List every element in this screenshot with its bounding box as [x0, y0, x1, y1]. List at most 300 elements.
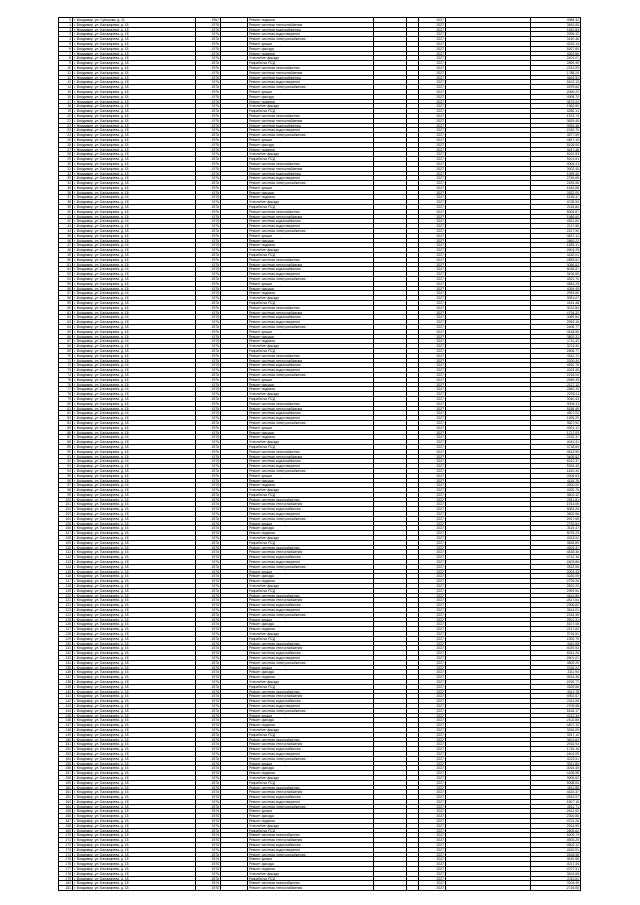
plan-year-cell: 2027 — [419, 857, 446, 862]
work-type-cell: Ремонт системы водоотведения — [248, 560, 374, 565]
work-type-cell: Ремонт системы электроснабжения — [248, 325, 374, 330]
row-id-cell: 46 — [59, 239, 73, 244]
row-id-cell: 53 — [59, 272, 73, 277]
address-cell: г. Владимир, ул. Балакирева, д. 18 — [73, 541, 196, 546]
address-cell: г. Владимир, ул. Балакирева, д. 18 — [73, 200, 196, 205]
address-cell: г. Владимир, ул. Балакирева, д. 18 — [73, 210, 196, 215]
year-cell: 1976 — [196, 387, 221, 392]
plan-year-cell: 2027 — [419, 157, 446, 162]
amount-cell: 4151,48 — [531, 301, 581, 306]
work-type-cell: Ремонт системы водоотведения — [248, 320, 374, 325]
address-cell: г. Владимир, ул. Балакирева, д. 18 — [73, 296, 196, 301]
address-cell: г. Владимир, ул. Балакирева, д. 18 — [73, 119, 196, 124]
amount-cell: 2501,31 — [531, 618, 581, 623]
amount-cell: 5005,87 — [531, 210, 581, 215]
year-cell: 1976 — [196, 392, 221, 397]
row-id-cell: 18 — [59, 104, 73, 109]
row-id-cell: 130 — [59, 642, 73, 647]
work-type-cell: Ремонт подвала — [248, 627, 374, 632]
amount-cell: 3066,62 — [531, 263, 581, 268]
plan-year-cell: 2027 — [419, 877, 446, 882]
address-cell: г. Владимир, ул. Балакирева, д. 18 — [73, 282, 196, 287]
plan-year-cell: 2027 — [419, 733, 446, 738]
plan-year-cell: 2027 — [419, 71, 446, 76]
year-cell: 1976 — [196, 790, 221, 795]
row-id-cell: 23 — [59, 128, 73, 133]
plan-year-cell: 2027 — [419, 152, 446, 157]
work-type-cell: Разработка ПСД — [248, 589, 374, 594]
amount-cell: 5036,87 — [531, 267, 581, 272]
work-type-cell: Ремонт крыши — [248, 90, 374, 95]
plan-year-cell: 2027 — [419, 23, 446, 28]
amount-cell: 2215,04 — [531, 373, 581, 378]
plan-year-cell: 2027 — [419, 445, 446, 450]
row-id-cell: 164 — [59, 805, 73, 810]
row-id-cell: 154 — [59, 757, 73, 762]
plan-year-cell: 2027 — [419, 675, 446, 680]
work-type-cell: Ремонт подвала — [248, 387, 374, 392]
amount-cell: 2111,81 — [531, 877, 581, 882]
address-cell: г. Владимир, ул. Балакирева, д. 18 — [73, 47, 196, 52]
plan-year-cell: 2027 — [419, 656, 446, 661]
amount-cell: 2315,49 — [531, 613, 581, 618]
plan-year-cell: 2027 — [419, 229, 446, 234]
year-cell: 1976 — [196, 124, 221, 129]
address-cell: г. Владимир, ул. Балакирева, д. 18 — [73, 95, 196, 100]
plan-year-cell: 2027 — [419, 579, 446, 584]
row-id-cell: 115 — [59, 570, 73, 575]
plan-year-cell: 2027 — [419, 685, 446, 690]
work-type-cell: Разработка ПСД — [248, 493, 374, 498]
work-type-cell: Разработка ПСД — [248, 349, 374, 354]
work-type-cell: Разработка ПСД — [248, 253, 374, 258]
year-cell: 1976 — [196, 287, 221, 292]
address-cell: г. Владимир, ул. Балакирева, д. 18 — [73, 61, 196, 66]
address-cell: г. Владимир, ул. Балакирева, д. 18 — [73, 570, 196, 575]
row-id-cell: 108 — [59, 536, 73, 541]
row-id-cell: 92 — [59, 459, 73, 464]
work-type-cell: Ремонт системы газоснабжения — [248, 402, 374, 407]
amount-cell: 4520,75 — [531, 363, 581, 368]
amount-cell: 1962,80 — [531, 104, 581, 109]
plan-year-cell: 2027 — [419, 814, 446, 819]
plan-year-cell: 2027 — [419, 718, 446, 723]
work-type-cell: Ремонт системы теплоснабжения — [248, 23, 374, 28]
plan-year-cell: 2027 — [419, 752, 446, 757]
row-id-cell: 138 — [59, 680, 73, 685]
plan-year-cell: 2027 — [419, 790, 446, 795]
amount-cell: 3906,92 — [531, 776, 581, 781]
address-cell: г. Владимир, ул. Балакирева, д. 18 — [73, 646, 196, 651]
amount-cell: 2212,00 — [531, 66, 581, 71]
row-id-cell: 151 — [59, 742, 73, 747]
amount-cell: 3405,52 — [531, 455, 581, 460]
plan-year-cell: 2027 — [419, 632, 446, 637]
plan-year-cell: 2027 — [419, 234, 446, 239]
amount-cell: 2715,05 — [531, 886, 581, 891]
address-cell: г. Владимир, ул. Балакирева, д. 18 — [73, 517, 196, 522]
amount-cell: 1807,15 — [531, 800, 581, 805]
year-cell: 1976 — [196, 541, 221, 546]
year2-cell — [221, 886, 248, 891]
amount-cell: 3463,05 — [531, 23, 581, 28]
work-type-cell: Ремонт крыши — [248, 138, 374, 143]
work-type-cell: Ремонт системы теплоснабжения — [248, 646, 374, 651]
work-type-cell: Ремонт подвала — [248, 771, 374, 776]
row-id-cell: 50 — [59, 258, 73, 263]
row-id-cell: 131 — [59, 646, 73, 651]
row-id-cell: 97 — [59, 483, 73, 488]
amount-cell: 4507,02 — [531, 411, 581, 416]
plan-year-cell: 2027 — [419, 531, 446, 536]
plan-year-cell: 2027 — [419, 747, 446, 752]
address-cell: г. Владимир, ул. Балакирева, д. 18 — [73, 66, 196, 71]
amount-cell: 2822,20 — [531, 584, 581, 589]
work-type-cell: Ремонт подвала — [248, 675, 374, 680]
work-type-cell: Ремонт фасада — [248, 766, 374, 771]
address-cell: г. Владимир, ул. Балакирева, д. 18 — [73, 699, 196, 704]
work-type-cell: Ремонт крыши — [248, 570, 374, 575]
amount-cell: 4712,16 — [531, 555, 581, 560]
amount-cell: 3625,89 — [531, 541, 581, 546]
year-cell: 1976 — [196, 66, 221, 71]
address-cell: г. Владимир, ул. Балакирева, д. 18 — [73, 181, 196, 186]
amount-cell: 3306,63 — [531, 474, 581, 479]
row-id-cell: 13 — [59, 80, 73, 85]
amount-cell: 2219,77 — [531, 680, 581, 685]
row-id-cell: 90 — [59, 450, 73, 455]
address-cell: г. Владимир, ул. Балакирева, д. 18 — [73, 742, 196, 747]
amount-cell: 3993,38 — [531, 124, 581, 129]
amount-cell: 3802,31 — [531, 335, 581, 340]
work-type-cell: Утепление фасада — [248, 152, 374, 157]
year-cell: 1976 — [196, 690, 221, 695]
row-id-cell: 172 — [59, 843, 73, 848]
row-id-cell: 162 — [59, 795, 73, 800]
year-cell: 1976 — [196, 229, 221, 234]
work-type-cell: Ремонт системы теплоснабжения — [248, 71, 374, 76]
address-cell: г. Владимир, ул. Балакирева, д. 18 — [73, 483, 196, 488]
work-type-cell: Ремонт системы газоснабжения — [248, 594, 374, 599]
address-cell: г. Владимир, ул. Балакирева, д. 18 — [73, 522, 196, 527]
year-cell: 1976 — [196, 195, 221, 200]
work-type-cell: Ремонт крыши — [248, 426, 374, 431]
work-type-cell: Ремонт фасада — [248, 383, 374, 388]
address-cell: г. Владимир, ул. Балакирева, д. 18 — [73, 718, 196, 723]
plan-year-cell: 2027 — [419, 42, 446, 47]
plan-year-cell: 2027 — [419, 786, 446, 791]
year-cell: 1976 — [196, 152, 221, 157]
amount-cell: 2522,00 — [531, 191, 581, 196]
address-cell: г. Владимир, ул. Балакирева, д. 18 — [73, 459, 196, 464]
work-type-cell: Утепление фасада — [248, 872, 374, 877]
year-cell: 1976 — [196, 469, 221, 474]
plan-year-cell: 2027 — [419, 339, 446, 344]
year-cell: 1976 — [196, 234, 221, 239]
row-id-cell: 34 — [59, 181, 73, 186]
address-cell: г. Владимир, ул. Балакирева, д. 18 — [73, 502, 196, 507]
row-id-cell: 66 — [59, 335, 73, 340]
amount-cell: 4424,37 — [531, 790, 581, 795]
plan-year-cell: 2027 — [419, 550, 446, 555]
amount-cell: 3302,66 — [531, 52, 581, 57]
amount-cell: 3624,65 — [531, 872, 581, 877]
row-id-cell: 49 — [59, 253, 73, 258]
plan-year-cell: 2027 — [419, 52, 446, 57]
work-type-cell: Ремонт крыши — [248, 234, 374, 239]
row-id-cell: 139 — [59, 685, 73, 690]
address-cell: г. Владимир, ул. Балакирева, д. 18 — [73, 560, 196, 565]
year-cell: 1976 — [196, 411, 221, 416]
amount-cell: 3418,50 — [531, 330, 581, 335]
plan-year-cell: 2027 — [419, 287, 446, 292]
year-cell: 1976 — [196, 421, 221, 426]
year-cell: 1976 — [196, 666, 221, 671]
address-cell: г. Владимир, ул. Балакирева, д. 18 — [73, 723, 196, 728]
address-cell: г. Владимир, ул. Балакирева, д. 18 — [73, 728, 196, 733]
row-id-cell: 81 — [59, 407, 73, 412]
amount-cell: 2601,01 — [531, 656, 581, 661]
year-cell: 1976 — [196, 100, 221, 105]
year-cell: 1976 — [196, 627, 221, 632]
work-type-cell: Ремонт системы газоснабжения — [248, 498, 374, 503]
address-cell: г. Владимир, ул. Балакирева, д. 18 — [73, 311, 196, 316]
address-cell: г. Владимир, ул. Балакирева, д. 18 — [73, 378, 196, 383]
row-id-cell: 77 — [59, 387, 73, 392]
address-cell: г. Владимир, ул. Балакирева, д. 18 — [73, 651, 196, 656]
address-cell: г. Владимир, ул. Балакирева, д. 18 — [73, 219, 196, 224]
plan-year-cell: 2027 — [419, 296, 446, 301]
work-type-cell: Ремонт системы водоснабжения — [248, 172, 374, 177]
year-cell: 1976 — [196, 215, 221, 220]
address-cell: г. Владимир, ул. Балакирева, д. 18 — [73, 848, 196, 853]
plan-year-cell: 2027 — [419, 757, 446, 762]
year-cell: 1976 — [196, 354, 221, 359]
amount-cell: 3716,91 — [531, 632, 581, 637]
year-cell: 1976 — [196, 368, 221, 373]
plan-year-cell: 2027 — [419, 646, 446, 651]
row-id-cell: 140 — [59, 690, 73, 695]
plan-year-cell: 2027 — [419, 488, 446, 493]
row-id-cell: 60 — [59, 306, 73, 311]
year-cell: 1976 — [196, 128, 221, 133]
plan-year-cell: 2027 — [419, 584, 446, 589]
plan-year-cell: 2027 — [419, 368, 446, 373]
plan-year-cell: 2027 — [419, 848, 446, 853]
plan-year-cell: 2027 — [419, 469, 446, 474]
address-cell: г. Владимир, ул. Балакирева, д. 18 — [73, 392, 196, 397]
amount-cell: 5254,45 — [531, 464, 581, 469]
amount-cell: 2493,55 — [531, 181, 581, 186]
plan-year-cell: 2027 — [419, 704, 446, 709]
row-id-cell: 102 — [59, 507, 73, 512]
year-cell: 1976 — [196, 565, 221, 570]
address-cell: г. Владимир, ул. Балакирева, д. 18 — [73, 191, 196, 196]
row-id-cell: 16 — [59, 95, 73, 100]
year-cell: 1976 — [196, 162, 221, 167]
plan-year-cell: 2027 — [419, 124, 446, 129]
work-type-cell: Ремонт подвала — [248, 243, 374, 248]
year-cell: 1976 — [196, 267, 221, 272]
row-id-cell: 132 — [59, 651, 73, 656]
amount-cell: 2403,86 — [531, 560, 581, 565]
row-id-cell: 89 — [59, 445, 73, 450]
row-id-cell: 137 — [59, 675, 73, 680]
plan-year-cell: 2027 — [419, 56, 446, 61]
work-type-cell: Утепление фасада — [248, 632, 374, 637]
year-cell: 1976 — [196, 680, 221, 685]
plan-year-cell: 2027 — [419, 315, 446, 320]
row-id-cell: 118 — [59, 584, 73, 589]
year-cell: 1976 — [196, 186, 221, 191]
amount-cell: 5105,00 — [531, 143, 581, 148]
amount-cell: 3602,56 — [531, 512, 581, 517]
amount-cell: 2709,26 — [531, 579, 581, 584]
amount-cell: 4011,88 — [531, 786, 581, 791]
year-cell: 1976 — [196, 76, 221, 81]
row-id-cell: 133 — [59, 656, 73, 661]
address-cell: г. Владимир, ул. Балакирева, д. 18 — [73, 176, 196, 181]
plan-year-cell: 2027 — [419, 104, 446, 109]
year-cell: 1976 — [196, 747, 221, 752]
row-id-cell: 116 — [59, 574, 73, 579]
address-cell: г. Владимир, ул. Балакирева, д. 18 — [73, 402, 196, 407]
address-cell: г. Владимир, ул. Балакирева, д. 18 — [73, 162, 196, 167]
plan-year-cell: 2027 — [419, 608, 446, 613]
work-type-cell: Ремонт системы водоотведения — [248, 368, 374, 373]
work-type-cell: Ремонт системы газоснабжения — [248, 162, 374, 167]
work-type-cell: Ремонт системы теплоснабжения — [248, 407, 374, 412]
row-id-cell: 33 — [59, 176, 73, 181]
plan-year-cell: 2027 — [419, 200, 446, 205]
plan-year-cell: 2027 — [419, 680, 446, 685]
row-id-cell: 31 — [59, 167, 73, 172]
year-cell: 1976 — [196, 435, 221, 440]
year-cell: 1976 — [196, 378, 221, 383]
work-type-cell: Ремонт системы газоснабжения — [248, 210, 374, 215]
address-cell: г. Владимир, ул. Балакирева, д. 18 — [73, 157, 196, 162]
plan-year-cell: 2027 — [419, 407, 446, 412]
address-cell: г. Владимир, ул. Балакирева, д. 18 — [73, 23, 196, 28]
address-cell: г. Владимир, ул. Балакирева, д. 18 — [73, 584, 196, 589]
amount-cell: 2116,82 — [531, 205, 581, 210]
work-type-cell: Ремонт системы газоснабжения — [248, 642, 374, 647]
year-cell: 1976 — [196, 752, 221, 757]
plan-year-cell: 2027 — [419, 781, 446, 786]
address-cell: г. Владимир, ул. Балакирева, д. 18 — [73, 80, 196, 85]
amount-cell: 2511,81 — [531, 498, 581, 503]
address-cell: г. Владимир, ул. Балакирева, д. 18 — [73, 627, 196, 632]
work-type-cell: Ремонт системы водоснабжения — [248, 699, 374, 704]
year-cell: 1976 — [196, 402, 221, 407]
year-cell: 1976 — [196, 248, 221, 253]
row-id-cell: 179 — [59, 877, 73, 882]
plan-year-cell: 2027 — [419, 589, 446, 594]
work-type-cell: Ремонт системы водоотведения — [248, 272, 374, 277]
year-cell: 1976 — [196, 809, 221, 814]
amount-cell: 1810,44 — [531, 469, 581, 474]
row-id-cell: 19 — [59, 109, 73, 114]
work-type-cell: Ремонт фасада — [248, 574, 374, 579]
work-type-cell: Ремонт подвала — [248, 819, 374, 824]
amount-cell: 5154,17 — [531, 709, 581, 714]
year-cell: 1976 — [196, 814, 221, 819]
row-id-cell: 10 — [59, 66, 73, 71]
address-cell: г. Владимир, ул. Балакирева, д. 18 — [73, 685, 196, 690]
year-cell: 1976 — [196, 555, 221, 560]
work-type-cell: Ремонт системы теплоснабжения — [248, 359, 374, 364]
address-cell: г. Владимир, ул. Балакирева, д. 18 — [73, 608, 196, 613]
plan-year-cell: 2027 — [419, 555, 446, 560]
work-type-cell: Ремонт крыши — [248, 714, 374, 719]
row-id-cell: 127 — [59, 627, 73, 632]
plan-year-cell: 2027 — [419, 642, 446, 647]
year-cell: 1976 — [196, 200, 221, 205]
work-type-cell: Разработка ПСД — [248, 637, 374, 642]
year-cell: 1976 — [196, 445, 221, 450]
row-id-cell: 22 — [59, 124, 73, 129]
work-type-cell: Утепление фасада — [248, 824, 374, 829]
plan-year-cell: 2027 — [419, 172, 446, 177]
row-id-cell: 85 — [59, 426, 73, 431]
plan-year-cell: 2027 — [419, 392, 446, 397]
plan-year-cell: 2027 — [419, 291, 446, 296]
work-type-cell: Ремонт фасада — [248, 718, 374, 723]
year-cell: 1976 — [196, 512, 221, 517]
year-cell: 1976 — [196, 277, 221, 282]
row-id-cell: 143 — [59, 704, 73, 709]
row-id-cell: 7 — [59, 52, 73, 57]
row-id-cell: 59 — [59, 301, 73, 306]
row-id-cell: 44 — [59, 229, 73, 234]
work-type-cell: Ремонт фасада — [248, 95, 374, 100]
plan-year-cell: 2027 — [419, 805, 446, 810]
work-type-cell: Ремонт системы водоотведения — [248, 416, 374, 421]
plan-year-cell: 2027 — [419, 526, 446, 531]
plan-year-cell: 2027 — [419, 306, 446, 311]
plan-year-cell: 2027 — [419, 219, 446, 224]
row-id-cell: 101 — [59, 502, 73, 507]
work-type-cell: Ремонт фасада — [248, 526, 374, 531]
address-cell: г. Владимир, ул. Балакирева, д. 18 — [73, 344, 196, 349]
address-cell: г. Владимир, ул. Балакирева, д. 18 — [73, 498, 196, 503]
amount-cell: 1925,29 — [531, 416, 581, 421]
plan-year-cell: 2027 — [419, 47, 446, 52]
amount-cell: 3089,54 — [531, 315, 581, 320]
plan-year-cell: 2027 — [419, 181, 446, 186]
address-cell: г. Владимир, ул. Балакирева, д. 18 — [73, 195, 196, 200]
work-type-cell: Ремонт крыши — [248, 282, 374, 287]
address-cell: г. Владимир, ул. Балакирева, д. 18 — [73, 56, 196, 61]
amount-cell: 2200,40 — [531, 359, 581, 364]
address-cell: г. Владимир, ул. Балакирева, д. 18 — [73, 474, 196, 479]
amount-cell: 1842,85 — [531, 28, 581, 33]
address-cell: г. Владимир, ул. Балакирева, д. 18 — [73, 291, 196, 296]
year-cell: 1976 — [196, 205, 221, 210]
plan-year-cell: 2027 — [419, 416, 446, 421]
address-cell: г. Владимир, ул. Балакирева, д. 18 — [73, 258, 196, 263]
row-id-cell: 170 — [59, 833, 73, 838]
work-type-cell: Ремонт системы водоснабжения — [248, 795, 374, 800]
year-cell: 1976 — [196, 502, 221, 507]
address-cell: г. Владимир, ул. Балакирева, д. 18 — [73, 148, 196, 153]
year-cell: 1976 — [196, 517, 221, 522]
amount-cell: 4913,02 — [531, 536, 581, 541]
amount-cell: 4223,51 — [531, 757, 581, 762]
year-cell: 1976 — [196, 824, 221, 829]
address-cell: г. Владимир, ул. Балакирева, д. 18 — [73, 776, 196, 781]
address-cell: г. Владимир, ул. Балакирева, д. 18 — [73, 867, 196, 872]
